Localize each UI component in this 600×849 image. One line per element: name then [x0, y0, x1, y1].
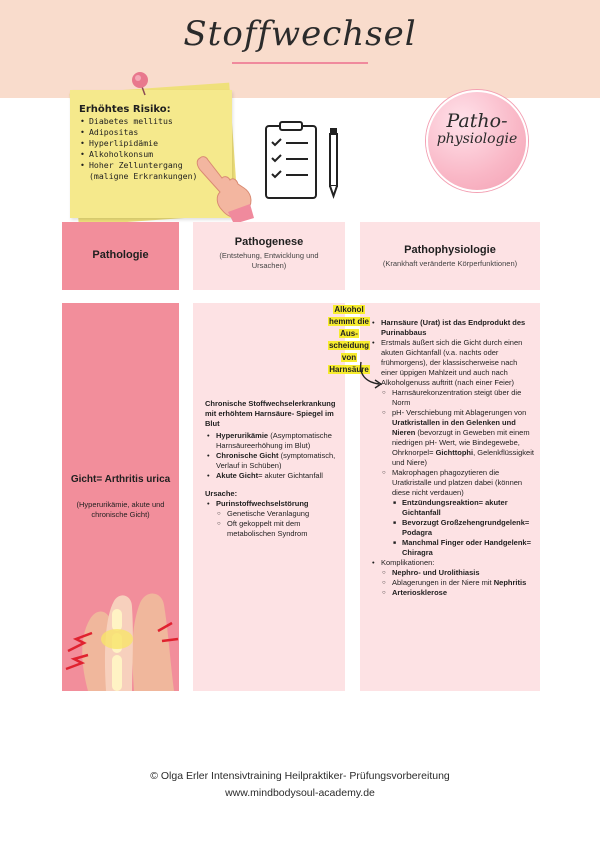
pathogenese-intro: Chronische Stoffwechselerkrankung mit erhöhtem Harnsäure- Spiegel im Blut [205, 399, 336, 428]
pathophysiologie-text [370, 318, 536, 598]
list-item: ○ Oft gekoppelt mit dem metabolischen Syndrom [216, 519, 337, 539]
risk-heading: Erhöhtes Risiko: [79, 104, 171, 115]
list-item: ○ Nephro- und Urolithiasis [381, 568, 536, 578]
list-item: ○ Makrophagen phagozytieren die Uratkristalle und platzen dabei (können diese nicht verdauen) ■ Entzündungsreaktion= akuter Gichtanfall ■ Bevorzugt Großzehengrundgelenk= Podagra ■ Manchmal Finger oder Handgelenk= Chiragra [381, 468, 536, 558]
pathogenese-text [205, 399, 337, 539]
pathologie-cell [62, 303, 179, 691]
title-underline [232, 62, 368, 64]
pathophysiologie-cell [360, 303, 540, 691]
page-title: Stoffwechsel [183, 14, 417, 54]
list-item: ○ Genetische Veranlagung [216, 509, 337, 519]
header-pathologie-title: Pathologie [92, 249, 149, 261]
risk-item: • Alkoholkonsum [79, 149, 224, 160]
list-item: ○ pH- Verschiebung mit Ablagerungen von Uratkristallen in den Gelenken und Nieren (bevorzugt in Geweben mit einem niedrigen pH- Wert, wie Bindegewebe, Ohrknorpel= Gichttophi, Gelenkflüssigkeit und Niere) [381, 408, 536, 468]
curved-arrow-icon [355, 360, 385, 390]
header-pathophysiologie [360, 222, 540, 290]
pathophysiologie-list [370, 318, 536, 598]
footer [0, 768, 600, 802]
footer-copyright: © Olga Erler Intensivtraining Heilpraktiker- Prüfungsvorbereitung [150, 770, 450, 782]
risk-item: • Hyperlipidämie [79, 138, 224, 149]
list-item: • Akute Gicht= akuter Gichtanfall [205, 471, 337, 481]
list-item: ■ Entzündungsreaktion= akuter Gichtanfall [392, 498, 536, 518]
list-item: ○ Arteriosklerose [381, 588, 536, 598]
list-item: • Harnsäure (Urat) ist das Endprodukt des Purinabbaus [370, 318, 536, 338]
ursache-list [205, 499, 337, 539]
complications-sublist [381, 568, 536, 598]
gicht-title: Gicht= Arthritis urica [70, 474, 171, 485]
badge-line2: physiologie [436, 131, 518, 147]
pointing-hand-icon [194, 152, 254, 224]
header-pathogenese-title: Pathogenese [234, 236, 304, 248]
pathogenese-cell [193, 303, 345, 691]
list-item: • Komplikationen: ○ Nephro- und Urolithiasis ○ Ablagerungen in der Niere mit Nephritis ○ Arteriosklerose [370, 558, 536, 598]
header-pathogenese [193, 222, 345, 290]
header-pathophysiologie-title: Pathophysiologie [404, 244, 496, 256]
mechanism-sublist [381, 388, 536, 558]
list-item: • Hyperurikämie (Asymptomatische Harnsäureerhöhung im Blut) [205, 431, 337, 451]
list-item: • Purinstoffwechselstörung ○ Genetische Veranlagung ○ Oft gekoppelt mit dem metabolischen Syndrom [205, 499, 337, 539]
list-item: ○ Ablagerungen in der Niere mit Nephritis [381, 578, 536, 588]
list-item: • Erstmals äußert sich die Gicht durch einen akuten Gichtanfall (v.a. nachts oder frühmorgens), der klassischerweise nach einer üppigen Mahlzeit und auch nach Alkoholgenuss auftritt (nach einer Feier) ○ Harnsäurekonzentration steigt über die Norm ○ pH- Verschiebung mit Ablagerungen von Uratkristallen in den Gelenken und Nieren (bevorzugt in Geweben mit einem niedrigen pH- Wert, wie Bindegewebe, Ohrknorpel= Gichttophi, Gelenkflüssigkeit und Niere) ○ Makrophagen phagozytieren die Uratkristalle und platzen dabei (können diese nicht verdauen) ■ Entzündungsreaktion= akuter Gichtanfall ■ Bevorzugt Großzehengrundgelenk= Podagra ■ Manchmal Finger oder Handgelenk= Chiragra [370, 338, 536, 558]
header-pathologie [62, 222, 179, 290]
pathophysiologie-badge [426, 90, 528, 192]
ursache-sublist [216, 509, 337, 539]
list-item: ■ Bevorzugt Großzehengrundgelenk= Podagra [392, 518, 536, 538]
push-pin-icon [128, 70, 154, 96]
inflamed-toe-icon [62, 579, 179, 691]
risk-item: • Adipositas [79, 127, 224, 138]
gicht-subtitle: (Hyperurikämie, akute und chronische Gicht) [76, 500, 165, 519]
list-item: • Chronische Gicht (symptomatisch, Verlauf in Schüben) [205, 451, 337, 471]
list-item: ○ Harnsäurekonzentration steigt über die Norm [381, 388, 536, 408]
attack-sublist [392, 498, 536, 558]
risk-item: • Hoher Zelluntergang (maligne Erkrankungen) [79, 160, 224, 182]
header-pathophysiologie-subtitle: (Krankhaft veränderte Körperfunktionen) [382, 259, 518, 268]
badge-line1: Patho- [446, 110, 508, 132]
alcohol-highlight-note: Alkohol hemmt die Aus- scheidung von Harnsäure [328, 305, 369, 374]
list-item: ■ Manchmal Finger oder Handgelenk= Chiragra [392, 538, 536, 558]
footer-url: www.mindbodysoul-academy.de [225, 787, 375, 799]
checklist-icon [262, 120, 348, 204]
ursache-label: Ursache: [205, 489, 238, 498]
gicht-forms-list [205, 431, 337, 481]
risk-item: • Diabetes mellitus [79, 116, 224, 127]
header-pathogenese-subtitle: (Entstehung, Entwicklung und Ursachen) [219, 251, 319, 270]
